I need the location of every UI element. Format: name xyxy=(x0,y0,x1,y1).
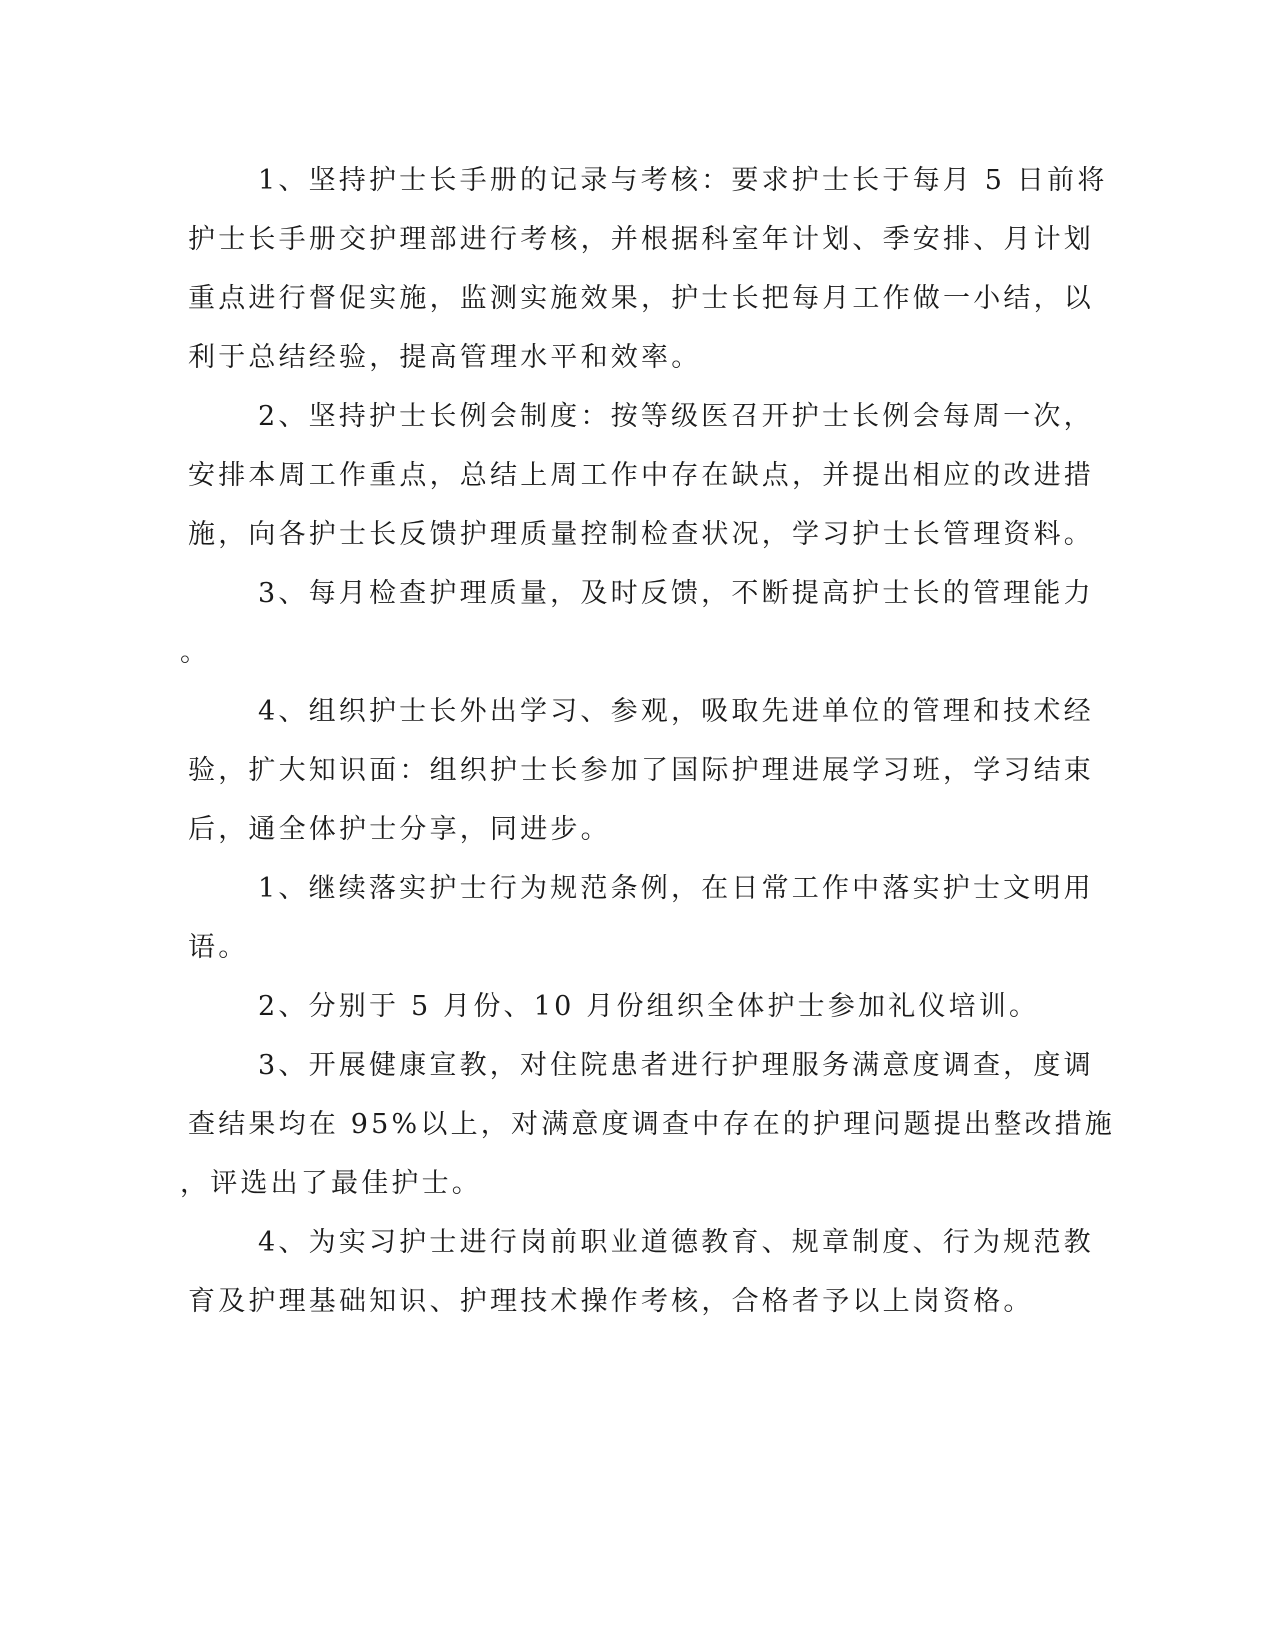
text-line: 4、为实习护士进行岗前职业道德教育、规章制度、行为规范教 xyxy=(258,1227,1094,1258)
text-line: ，评选出了最佳护士。 xyxy=(180,1168,482,1199)
text-line: 1、继续落实护士行为规范条例，在日常工作中落实护士文明用 xyxy=(258,873,1094,904)
text-line: 语。 xyxy=(188,932,249,963)
text-line: 4、组织护士长外出学习、参观，吸取先进单位的管理和技术经 xyxy=(258,696,1094,727)
text-line: 2、坚持护士长例会制度：按等级医召开护士长例会每周一次， xyxy=(258,401,1094,432)
text-line: 。 xyxy=(180,637,211,668)
text-line: 重点进行督促实施，监测实施效果，护士长把每月工作做一小结，以 xyxy=(188,283,1094,314)
text-line: 后，通全体护士分享，同进步。 xyxy=(188,814,611,845)
text-line: 护士长手册交护理部进行考核，并根据科室年计划、季安排、月计划 xyxy=(188,224,1094,255)
text-line: 施，向各护士长反馈护理质量控制检查状况，学习护士长管理资料。 xyxy=(188,519,1094,550)
text-line: 育及护理基础知识、护理技术操作考核，合格者予以上岗资格。 xyxy=(188,1286,1034,1317)
text-line: 2、分别于 5 月份、10 月份组织全体护士参加礼仪培训。 xyxy=(258,991,1040,1022)
text-line: 1、坚持护士长手册的记录与考核：要求护士长于每月 5 日前将 xyxy=(258,165,1108,196)
text-line: 3、每月检查护理质量，及时反馈，不断提高护士长的管理能力 xyxy=(258,578,1094,609)
text-line: 3、开展健康宣教，对住院患者进行护理服务满意度调查，度调 xyxy=(258,1050,1094,1081)
text-line: 查结果均在 95%以上，对满意度调查中存在的护理问题提出整改措施 xyxy=(188,1109,1115,1140)
text-line: 利于总结经验，提高管理水平和效率。 xyxy=(188,342,702,373)
text-line: 安排本周工作重点，总结上周工作中存在缺点，并提出相应的改进措 xyxy=(188,460,1094,491)
text-line: 验，扩大知识面：组织护士长参加了国际护理进展学习班，学习结束 xyxy=(188,755,1094,786)
